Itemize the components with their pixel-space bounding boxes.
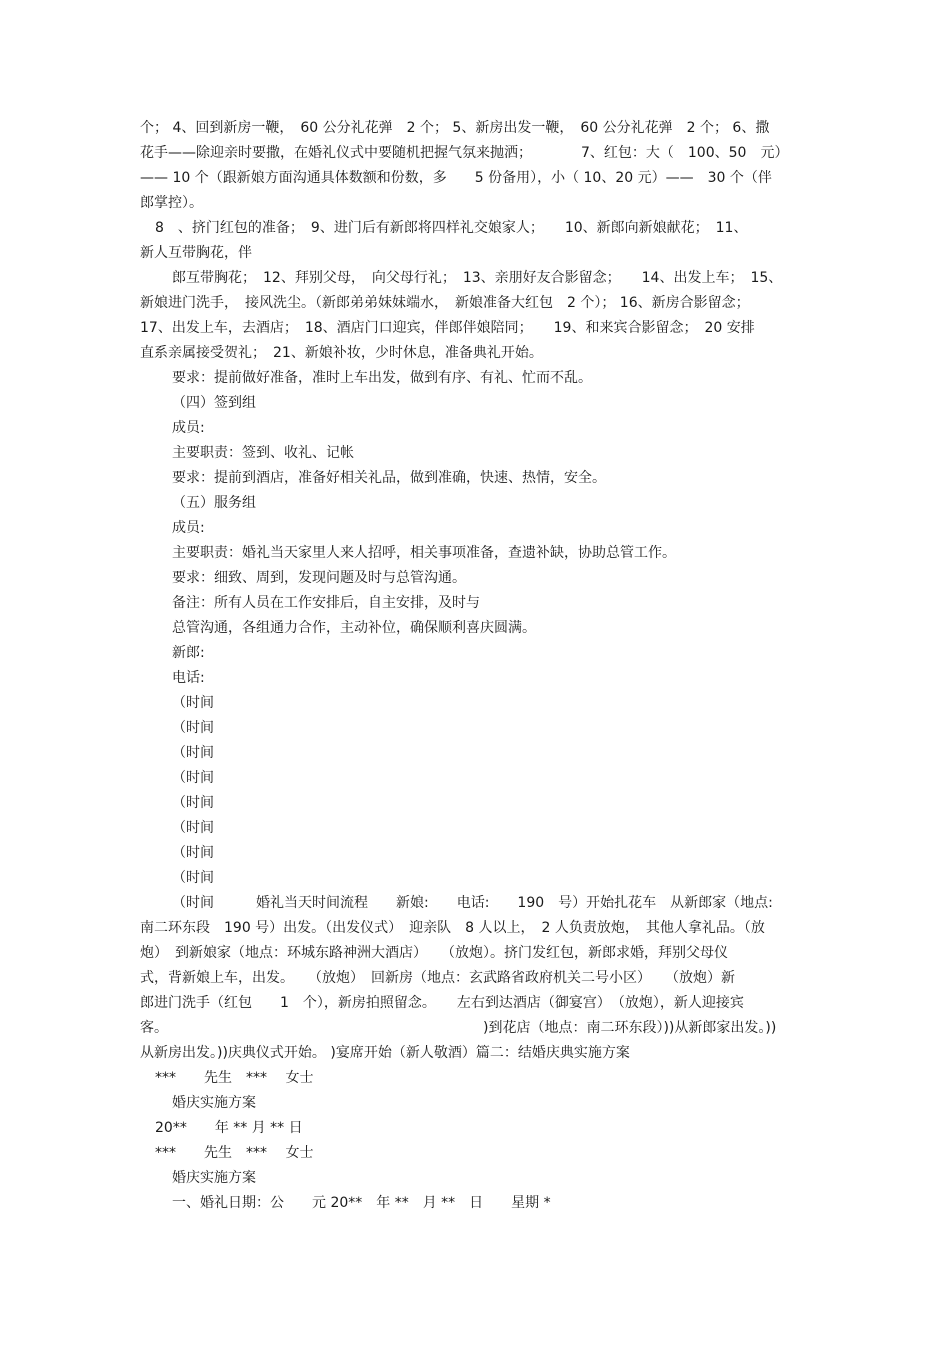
text-line: （时间 婚礼当天时间流程 新娘: 电话: 190 号）开始扎花车 从新郎家（地点: xyxy=(172,895,773,911)
text-line: *** 先生 *** 女士 xyxy=(155,1145,314,1161)
text-line: （时间 xyxy=(172,795,214,811)
text-line: 17、出发上车，去酒店； 18、酒店门口迎宾，伴郎伴娘陪同； 19、和来宾合影留念； 20 安排 xyxy=(140,320,755,336)
text-line: （时间 xyxy=(172,770,214,786)
text-line: 从新房出发。))庆典仪式开始。 )宴席开始（新人敬酒）篇二：结婚庆典实施方案 xyxy=(140,1045,630,1061)
text-line: 客。 )到花店（地点：南二环东段）))从新郎家出发。)) xyxy=(140,1020,777,1036)
text-line: 郎进门洗手（红包 1 个），新房拍照留念。 左右到达酒店（御宴宫） （放炮），新人迎接宾 xyxy=(140,995,744,1011)
text-line: 郎互带胸花； 12、拜别父母， 向父母行礼； 13、亲朋好友合影留念； 14、出发上车； 15、 xyxy=(172,270,783,286)
text-line: 成员: xyxy=(172,520,205,536)
text-line: 炮） 到新娘家（地点：环城东路神洲大酒店） （放炮）。挤门发红包，新郎求婚，拜别父母仪 xyxy=(140,945,728,961)
text-line: 要求：提前做好准备，准时上车出发，做到有序、有礼、忙而不乱。 xyxy=(172,370,592,386)
text-line: 南二环东段 190 号）出发。（出发仪式） 迎亲队 8 人以上， 2 人负责放炮， 其他人拿礼品。（放 xyxy=(140,920,765,936)
text-line: 郎掌控）。 xyxy=(140,195,203,211)
text-line: （时间 xyxy=(172,845,214,861)
text-line: 个； 4、回到新房一鞭， 60 公分礼花弹 2 个； 5、新房出发一鞭， 60 公分礼花弹 2 个； 6、撒 xyxy=(140,120,770,136)
text-line: 成员: xyxy=(172,420,205,436)
section-heading: （四）签到组 xyxy=(172,395,256,411)
text-line: 新娘进门洗手， 接风洗尘。（新郎弟弟妹妹端水， 新娘准备大红包 2 个）； 16、新房合影留念； xyxy=(140,295,750,311)
text-line: 直系亲属接受贺礼； 21、新娘补妆，少时休息，准备典礼开始。 xyxy=(140,345,543,361)
text-line: 主要职责：签到、收礼、记帐 xyxy=(172,445,354,461)
section-heading: 婚庆实施方案 xyxy=(172,1170,256,1186)
section-heading: （五）服务组 xyxy=(172,495,256,511)
text-line: 式，背新娘上车，出发。 （放炮） 回新房（地点：玄武路省政府机关二号小区） （放炮）新 xyxy=(140,970,735,986)
text-line: —— 10 个（跟新娘方面沟通具体数额和份数，多 5 份备用），小（ 10、20 元）—— 30 个（伴 xyxy=(140,170,772,186)
text-line: 新人互带胸花，伴 xyxy=(140,245,252,261)
text-line: *** 先生 *** 女士 xyxy=(155,1070,314,1086)
text-line: 电话: xyxy=(172,670,205,686)
text-line: （时间 xyxy=(172,720,214,736)
text-line: 要求：细致、周到，发现问题及时与总管沟通。 xyxy=(172,570,466,586)
text-line: 总管沟通，各组通力合作，主动补位，确保顺利喜庆圆满。 xyxy=(172,620,536,636)
text-line: 新郎: xyxy=(172,645,205,661)
text-line: （时间 xyxy=(172,870,214,886)
text-line: 8 、挤门红包的准备； 9、进门后有新郎将四样礼交娘家人； 10、新郎向新娘献花； 11、 xyxy=(155,220,748,236)
text-line: （时间 xyxy=(172,820,214,836)
text-line: 要求：提前到酒店，准备好相关礼品，做到准确，快速、热情，安全。 xyxy=(172,470,606,486)
text-line: 花手——除迎亲时要撒，在婚礼仪式中要随机把握气氛来抛洒； 7、红包：大（ 100、50 元） xyxy=(140,145,789,161)
text-line: 20** 年 ** 月 ** 日 xyxy=(155,1120,303,1136)
text-line: 一、婚礼日期：公 元 20** 年 ** 月 ** 日 星期 * xyxy=(172,1195,551,1211)
text-line: （时间 xyxy=(172,695,214,711)
text-line: 备注：所有人员在工作安排后，自主安排，及时与 xyxy=(172,595,480,611)
text-line: （时间 xyxy=(172,745,214,761)
section-heading: 婚庆实施方案 xyxy=(172,1095,256,1111)
text-line: 主要职责：婚礼当天家里人来人招呼，相关事项准备，查遗补缺，协助总管工作。 xyxy=(172,545,676,561)
